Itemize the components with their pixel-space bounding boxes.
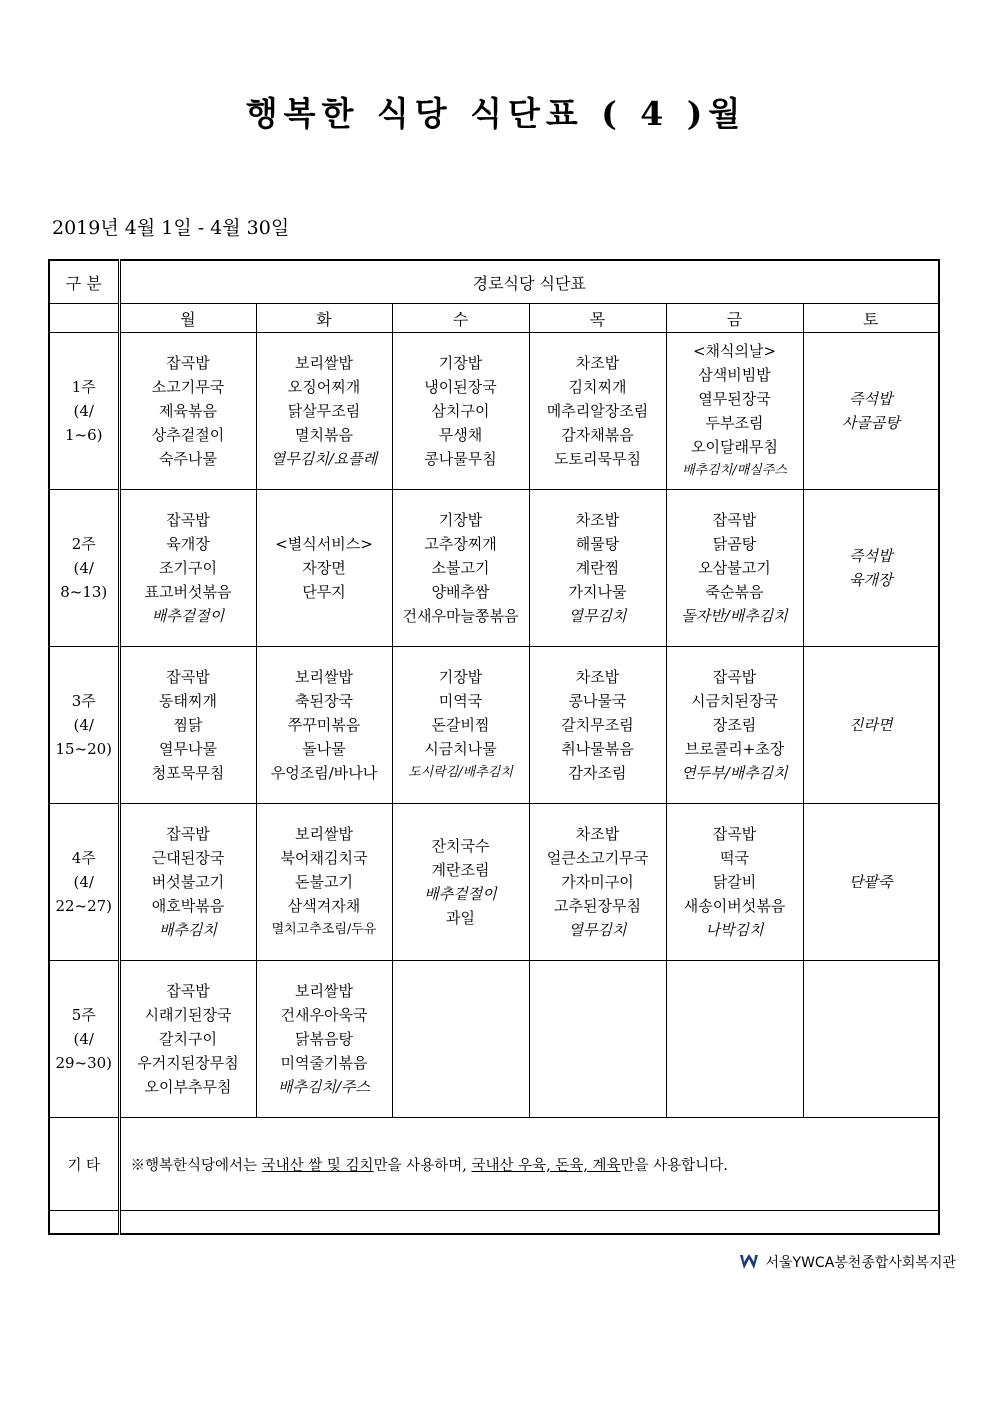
- menu-item: 열무된장국: [698, 390, 771, 408]
- note-segment: 국내산 우육, 돈육, 계육: [471, 1157, 621, 1174]
- week-row: [49, 647, 939, 804]
- menu-cell: [666, 490, 803, 647]
- menu-item: 조기구이: [159, 559, 217, 577]
- menu-item: 시금치나물: [424, 740, 497, 758]
- menu-period: 2019년 4월 1일 - 4월 30일: [52, 217, 290, 239]
- week-label-line: 5주: [71, 1006, 96, 1024]
- menu-item: 돈불고기: [295, 873, 353, 891]
- week-label-line: 1주: [71, 378, 96, 396]
- menu-item: 육개장: [849, 571, 893, 589]
- menu-item: 배추김치/매실주스: [682, 463, 787, 478]
- week-label-line: 3주: [71, 692, 96, 710]
- footer-org: [739, 1252, 956, 1272]
- menu-item: 우거지된장무침: [137, 1054, 239, 1072]
- note-segment: 국내산 쌀 및 김치: [261, 1157, 374, 1174]
- week-label: [49, 804, 119, 961]
- menu-table: [48, 259, 940, 1235]
- menu-item: 버섯불고기: [151, 873, 225, 891]
- menu-item: 오이부추무침: [144, 1078, 232, 1096]
- menu-item: 멸치고추조림/두유: [271, 922, 377, 937]
- week-label: [49, 490, 119, 647]
- week-label-line: 15~20): [55, 740, 113, 758]
- note-segment: ※행복한식당에서는: [130, 1157, 262, 1174]
- week-label: [49, 647, 119, 804]
- menu-item: 오징어찌개: [287, 378, 361, 396]
- menu-item: 제육볶음: [159, 402, 217, 420]
- menu-item: 보리쌀밥: [295, 668, 353, 686]
- menu-item: 갈치구이: [159, 1030, 217, 1048]
- menu-item: 죽순볶음: [705, 583, 764, 601]
- menu-cell: [392, 333, 529, 490]
- menu-item: 미역국: [438, 692, 483, 710]
- menu-item: 도시락김/배추김치: [408, 765, 513, 780]
- menu-cell: [119, 961, 256, 1118]
- menu-item: 고추된장무침: [554, 897, 641, 915]
- menu-item: 돌자반/배추김치: [681, 607, 788, 625]
- menu-item: 잡곡밥: [166, 511, 210, 529]
- note-segment: 만을 사용하며,: [373, 1157, 472, 1174]
- menu-item: 사골곰탕: [841, 414, 900, 432]
- menu-item: 잡곡밥: [166, 354, 210, 372]
- menu-item: 잡곡밥: [166, 982, 210, 1000]
- menu-cell: [256, 490, 392, 647]
- menu-item: 가자미구이: [561, 873, 634, 891]
- menu-item: 닭볶음탕: [295, 1030, 353, 1048]
- note-segment: 만을 사용합니다.: [620, 1157, 728, 1174]
- menu-item: 두부조림: [705, 414, 764, 432]
- week-label-line: (4/: [73, 559, 94, 577]
- weekday-row: [49, 304, 939, 333]
- menu-item: <별식서비스>: [275, 535, 373, 553]
- menu-item: 해물탕: [575, 535, 620, 553]
- week-row: [49, 490, 939, 647]
- menu-item: 소불고기: [431, 559, 490, 577]
- menu-item: 즉석밥: [849, 547, 893, 565]
- menu-item: 잔치국수: [431, 837, 490, 855]
- empty-row: [49, 1211, 939, 1235]
- menu-item: 북어채김치국: [280, 849, 368, 867]
- menu-item: 갈치무조림: [561, 716, 634, 734]
- menu-item: 삼색비빔밥: [698, 366, 771, 384]
- menu-item: 메추리알장조림: [546, 402, 649, 420]
- menu-cell: [803, 961, 939, 1118]
- weekday-header: 목: [529, 304, 666, 333]
- menu-item: 콩나물무침: [424, 450, 497, 468]
- note-row: [49, 1118, 939, 1211]
- week-label-line: 1~6): [64, 426, 103, 444]
- menu-cell: [392, 961, 529, 1118]
- week-label-line: (4/: [73, 402, 94, 420]
- menu-cell: [529, 333, 666, 490]
- menu-cell: [803, 804, 939, 961]
- menu-item: <채식의날>: [692, 342, 777, 360]
- menu-cell: [803, 490, 939, 647]
- menu-item: 닭곰탕: [712, 535, 757, 553]
- week-label-line: 2주: [71, 535, 96, 553]
- menu-item: 보리쌀밥: [295, 354, 353, 372]
- menu-item: 근대된장국: [151, 849, 225, 867]
- menu-item: 잡곡밥: [166, 825, 210, 843]
- menu-item: 김치찌개: [568, 378, 627, 396]
- week-label-line: 22~27): [55, 897, 113, 915]
- empty-cell: [49, 304, 119, 333]
- menu-cell: [666, 961, 803, 1118]
- menu-item: 장조림: [712, 716, 757, 734]
- menu-item: 잡곡밥: [166, 668, 210, 686]
- empty-cell: [49, 1211, 119, 1235]
- page-title: 행복한 식당 식단표 ( 4 )월: [245, 94, 747, 133]
- menu-item: 애호박볶음: [151, 897, 225, 915]
- menu-item: 떡국: [720, 849, 749, 867]
- menu-item: 고추장찌개: [424, 535, 497, 553]
- menu-cell: [256, 647, 392, 804]
- menu-item: 찜닭: [173, 716, 203, 734]
- menu-cell: [119, 490, 256, 647]
- menu-item: 오이달래무침: [691, 438, 778, 456]
- empty-cell: [119, 1211, 939, 1235]
- menu-item: 배추겉절이: [424, 885, 497, 903]
- week-label-line: (4/: [73, 716, 94, 734]
- week-label-line: (4/: [73, 873, 94, 891]
- menu-item: 감자채볶음: [561, 426, 634, 444]
- menu-cell: [803, 333, 939, 490]
- menu-cell: [529, 490, 666, 647]
- menu-item: 배추김치: [159, 921, 217, 939]
- menu-cell: [666, 804, 803, 961]
- menu-item: 기장밥: [438, 511, 483, 529]
- note-text: [119, 1118, 939, 1211]
- menu-item: 닭살무조림: [287, 402, 361, 420]
- menu-item: 건새우마늘쫑볶음: [402, 607, 519, 625]
- menu-item: 계란찜: [575, 559, 620, 577]
- menu-item: 삼색겨자채: [287, 897, 361, 915]
- menu-item: 보리쌀밥: [295, 982, 353, 1000]
- weekday-header: 금: [666, 304, 803, 333]
- menu-item: 상추겉절이: [151, 426, 225, 444]
- menu-item: 쭈꾸미볶음: [287, 716, 361, 734]
- menu-item: 기장밥: [438, 354, 483, 372]
- menu-item: 무생채: [438, 426, 483, 444]
- table-caption: 경로식당 식단표: [119, 260, 939, 304]
- menu-item: 육개장: [166, 535, 210, 553]
- menu-cell: [119, 804, 256, 961]
- menu-item: 차조밥: [575, 668, 620, 686]
- menu-item: 얼큰소고기무국: [546, 849, 649, 867]
- menu-item: 양배추쌈: [431, 583, 490, 601]
- menu-cell: [666, 647, 803, 804]
- menu-cell: [256, 804, 392, 961]
- menu-item: 소고기무국: [151, 378, 225, 396]
- week-label-line: 29~30): [55, 1054, 113, 1072]
- menu-item: 열무김치: [568, 607, 627, 625]
- week-row: [49, 961, 939, 1118]
- menu-item: 기장밥: [438, 668, 483, 686]
- menu-item: 계란조림: [431, 861, 490, 879]
- weekday-header: 수: [392, 304, 529, 333]
- menu-item: 차조밥: [575, 825, 620, 843]
- menu-item: 진라면: [849, 716, 893, 734]
- menu-item: 단무지: [302, 583, 346, 601]
- week-label: [49, 961, 119, 1118]
- menu-item: 시금치된장국: [691, 692, 778, 710]
- menu-item: 돈갈비찜: [431, 716, 490, 734]
- menu-item: 건새우아욱국: [280, 1006, 368, 1024]
- menu-cell: [256, 333, 392, 490]
- menu-cell: [119, 647, 256, 804]
- menu-item: 과일: [446, 909, 475, 927]
- menu-item: 숙주나물: [159, 450, 217, 468]
- weekday-header: 화: [256, 304, 392, 333]
- menu-item: 잡곡밥: [712, 511, 757, 529]
- menu-item: 감자조림: [568, 764, 627, 782]
- note-label: 기 타: [49, 1118, 119, 1211]
- menu-item: 잡곡밥: [712, 668, 757, 686]
- menu-item: 단팥죽: [849, 873, 893, 891]
- menu-item: 시래기된장국: [144, 1006, 232, 1024]
- menu-cell: [666, 333, 803, 490]
- menu-item: 열무김치/요플레: [270, 450, 378, 468]
- menu-item: 도토리묵무침: [554, 450, 641, 468]
- week-label-line: 8~13): [60, 583, 108, 601]
- menu-item: 취나물볶음: [561, 740, 634, 758]
- menu-item: 미역줄기볶음: [280, 1054, 368, 1072]
- week-label-line: 4주: [71, 849, 96, 867]
- menu-item: 콩나물국: [568, 692, 627, 710]
- menu-cell: [529, 961, 666, 1118]
- menu-item: 멸치볶음: [295, 426, 353, 444]
- menu-item: 즉석밥: [849, 390, 893, 408]
- menu-item: 보리쌀밥: [295, 825, 353, 843]
- menu-item: 돌나물: [302, 740, 346, 758]
- menu-item: 오삼불고기: [698, 559, 771, 577]
- menu-cell: [529, 804, 666, 961]
- menu-item: 브로콜리+초장: [684, 740, 785, 758]
- menu-item: 닭갈비: [712, 873, 757, 891]
- category-header: 구 분: [49, 260, 119, 304]
- menu-item: 배추김치/주스: [278, 1078, 370, 1096]
- weekday-header: 토: [803, 304, 939, 333]
- menu-cell: [392, 647, 529, 804]
- menu-item: 잡곡밥: [712, 825, 757, 843]
- menu-item: 나박김치: [705, 921, 764, 939]
- menu-item: 삼치구이: [431, 402, 490, 420]
- menu-cell: [392, 804, 529, 961]
- menu-item: 배추겉절이: [151, 607, 225, 625]
- menu-item: 연두부/배추김치: [681, 764, 788, 782]
- menu-cell: [529, 647, 666, 804]
- week-row: [49, 804, 939, 961]
- menu-item: 차조밥: [575, 354, 620, 372]
- menu-item: 청포묵무침: [151, 764, 225, 782]
- menu-item: 우엉조림/바나나: [270, 764, 378, 782]
- week-label: [49, 333, 119, 490]
- weekday-header: 월: [119, 304, 256, 333]
- menu-item: 냉이된장국: [424, 378, 497, 396]
- header-row: [49, 260, 939, 304]
- menu-item: 가지나물: [568, 583, 627, 601]
- week-row: [49, 333, 939, 490]
- menu-item: 열무나물: [159, 740, 217, 758]
- menu-item: 자장면: [302, 559, 346, 577]
- menu-cell: [392, 490, 529, 647]
- menu-item: 새송이버섯볶음: [683, 897, 786, 915]
- menu-item: 동태찌개: [159, 692, 217, 710]
- menu-cell: [256, 961, 392, 1118]
- menu-item: 차조밥: [575, 511, 620, 529]
- ywca-logo-icon: [739, 1253, 759, 1271]
- organization-name: 서울YWCA봉천종합사회복지관: [765, 1255, 956, 1271]
- menu-item: 표고버섯볶음: [144, 583, 232, 601]
- menu-item: 축된장국: [295, 692, 353, 710]
- menu-item: 열무김치: [568, 921, 627, 939]
- menu-cell: [119, 333, 256, 490]
- week-label-line: (4/: [73, 1030, 94, 1048]
- menu-cell: [803, 647, 939, 804]
